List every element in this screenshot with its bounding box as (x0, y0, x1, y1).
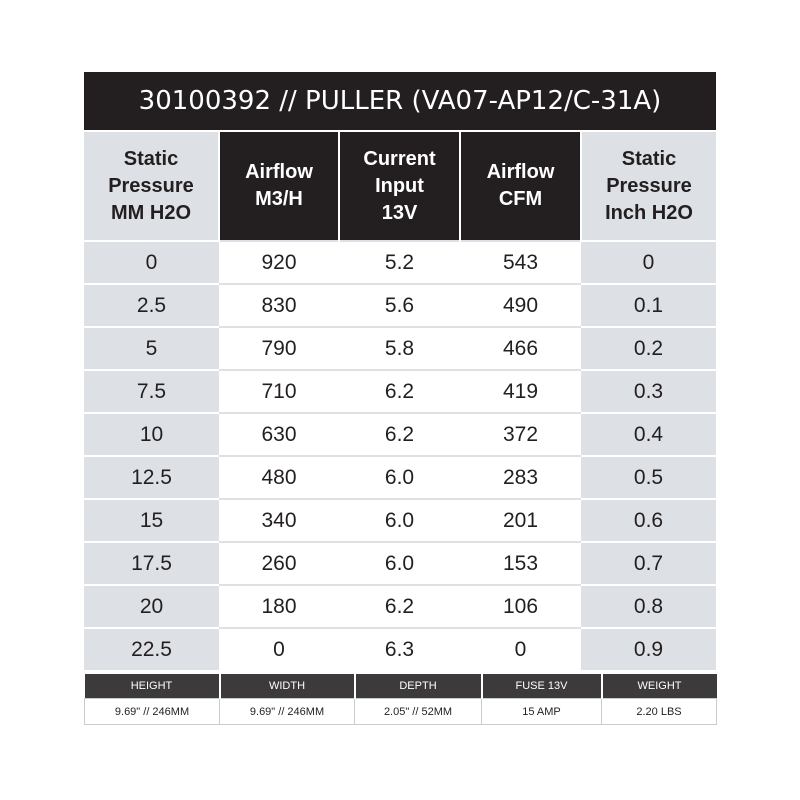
current-input-cell: 6.2 (339, 370, 460, 413)
table-row (84, 456, 716, 499)
static-pressure-inch-cell: 0.2 (581, 327, 716, 370)
static-pressure-mm-cell: 20 (84, 585, 219, 628)
static-pressure-inch-cell: 0.1 (581, 284, 716, 327)
airflow-cfm-cell: 419 (460, 370, 581, 413)
table-row (84, 241, 716, 284)
static-pressure-inch-cell: 0.9 (581, 628, 716, 670)
header-airflow-cfm: Airflow CFM (460, 131, 581, 241)
spec-label-width: WIDTH (220, 674, 355, 699)
airflow-cfm-cell: 283 (460, 456, 581, 499)
spec-value-width: 9.69" // 246MM (220, 699, 355, 725)
table-row (84, 284, 716, 327)
header-current-input: Current Input 13V (339, 131, 460, 241)
airflow-cfm-cell: 372 (460, 413, 581, 456)
static-pressure-inch-cell: 0.3 (581, 370, 716, 413)
header-static-pressure-inch: Static Pressure Inch H2O (581, 131, 716, 241)
static-pressure-inch-cell: 0.4 (581, 413, 716, 456)
current-input-cell: 5.6 (339, 284, 460, 327)
airflow-m3h-cell: 180 (219, 585, 339, 628)
static-pressure-mm-cell: 15 (84, 499, 219, 542)
airflow-m3h-cell: 480 (219, 456, 339, 499)
spec-label-weight: WEIGHT (602, 674, 717, 699)
airflow-m3h-cell: 260 (219, 542, 339, 585)
spec-label-depth: DEPTH (355, 674, 482, 699)
static-pressure-inch-cell: 0.5 (581, 456, 716, 499)
airflow-cfm-cell: 490 (460, 284, 581, 327)
static-pressure-mm-cell: 0 (84, 241, 219, 284)
airflow-m3h-cell: 630 (219, 413, 339, 456)
spec-label-height: HEIGHT (85, 674, 220, 699)
performance-table (84, 130, 716, 670)
static-pressure-inch-cell: 0.7 (581, 542, 716, 585)
static-pressure-inch-cell: 0.6 (581, 499, 716, 542)
current-input-cell: 6.3 (339, 628, 460, 670)
static-pressure-mm-cell: 2.5 (84, 284, 219, 327)
airflow-cfm-cell: 0 (460, 628, 581, 670)
airflow-cfm-cell: 466 (460, 327, 581, 370)
table-row (84, 413, 716, 456)
static-pressure-mm-cell: 5 (84, 327, 219, 370)
spec-value-depth: 2.05" // 52MM (355, 699, 482, 725)
header-airflow-m3h: Airflow M3/H (219, 131, 339, 241)
static-pressure-mm-cell: 17.5 (84, 542, 219, 585)
current-input-cell: 6.0 (339, 456, 460, 499)
table-row (84, 585, 716, 628)
spec-value-fuse: 15 AMP (482, 699, 602, 725)
airflow-cfm-cell: 106 (460, 585, 581, 628)
table-row (84, 542, 716, 585)
airflow-m3h-cell: 340 (219, 499, 339, 542)
airflow-m3h-cell: 0 (219, 628, 339, 670)
static-pressure-mm-cell: 22.5 (84, 628, 219, 670)
current-input-cell: 6.0 (339, 542, 460, 585)
table-row (84, 327, 716, 370)
spec-label-row (85, 674, 717, 699)
current-input-cell: 5.2 (339, 241, 460, 284)
spec-value-height: 9.69" // 246MM (85, 699, 220, 725)
table-row (84, 370, 716, 413)
airflow-cfm-cell: 153 (460, 542, 581, 585)
current-input-cell: 6.0 (339, 499, 460, 542)
static-pressure-inch-cell: 0.8 (581, 585, 716, 628)
airflow-m3h-cell: 710 (219, 370, 339, 413)
spec-sheet (84, 72, 716, 725)
header-static-pressure-mm: Static Pressure MM H2O (84, 131, 219, 241)
airflow-cfm-cell: 543 (460, 241, 581, 284)
current-input-cell: 6.2 (339, 413, 460, 456)
table-row (84, 499, 716, 542)
table-title: 30100392 // PULLER (VA07-AP12/C-31A) (84, 72, 716, 130)
airflow-cfm-cell: 201 (460, 499, 581, 542)
static-pressure-inch-cell: 0 (581, 241, 716, 284)
header-row (84, 131, 716, 241)
performance-table-body (84, 241, 716, 670)
current-input-cell: 6.2 (339, 585, 460, 628)
spec-value-row (85, 699, 717, 725)
spec-label-fuse: FUSE 13V (482, 674, 602, 699)
dimensions-table (84, 674, 717, 725)
airflow-m3h-cell: 790 (219, 327, 339, 370)
spec-value-weight: 2.20 LBS (602, 699, 717, 725)
static-pressure-mm-cell: 10 (84, 413, 219, 456)
table-row (84, 628, 716, 670)
current-input-cell: 5.8 (339, 327, 460, 370)
static-pressure-mm-cell: 7.5 (84, 370, 219, 413)
static-pressure-mm-cell: 12.5 (84, 456, 219, 499)
airflow-m3h-cell: 830 (219, 284, 339, 327)
airflow-m3h-cell: 920 (219, 241, 339, 284)
